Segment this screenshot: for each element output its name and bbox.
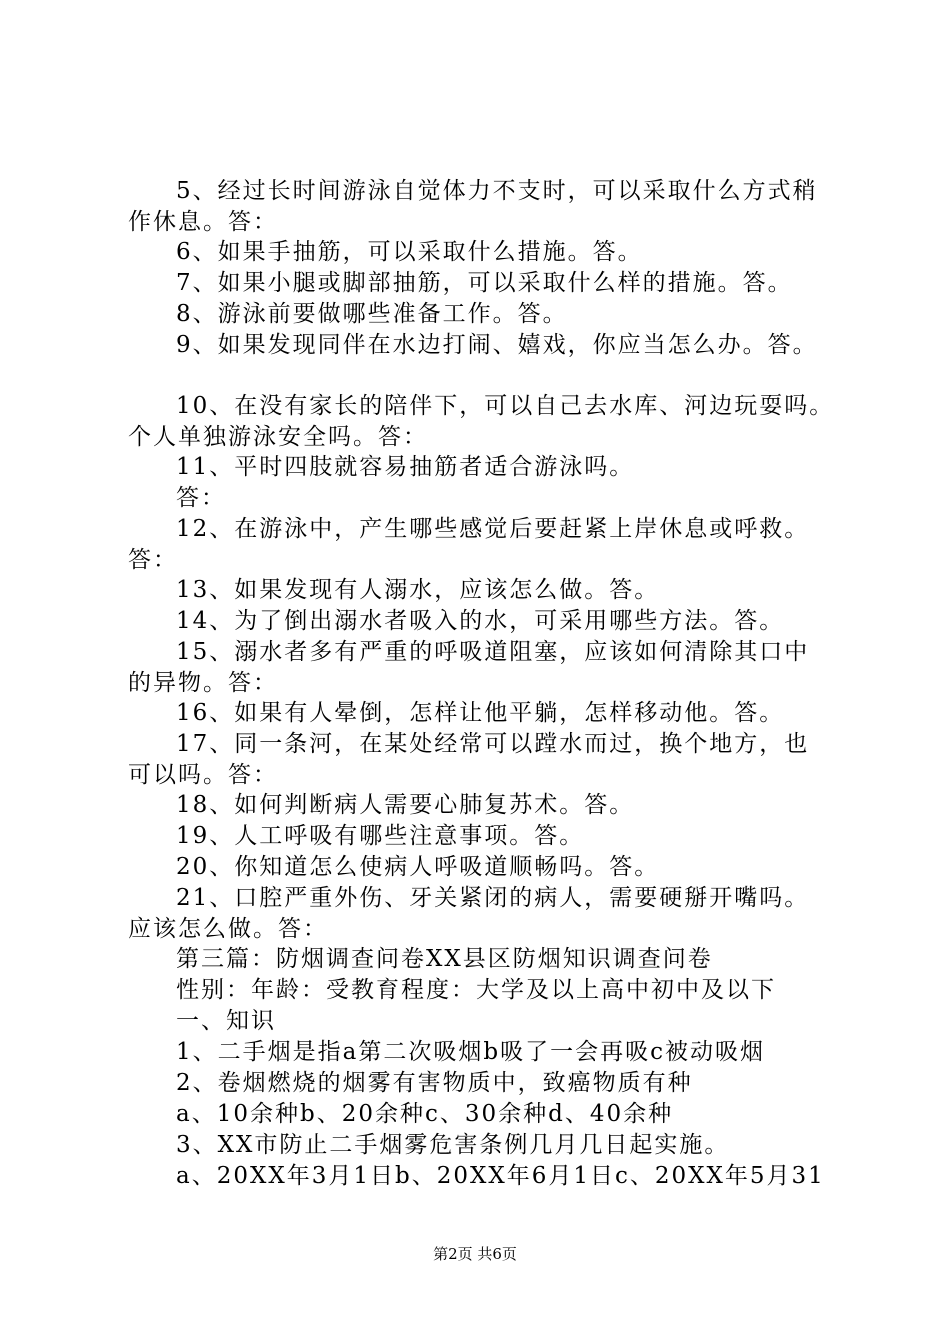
text-line: 17、同一条河，在某处经常可以蹚水而过，换个地方，也 (176, 731, 810, 757)
text-line: 答： (128, 547, 178, 573)
text-line: 14、为了倒出溺水者吸入的水，可采用哪些方法。答。 (176, 608, 785, 634)
paragraph (128, 452, 828, 483)
text-line: 20、你知道怎么使病人呼吸道顺畅吗。答。 (176, 854, 660, 880)
paragraph (128, 790, 828, 821)
text-line: 个人单独游泳安全吗。答： (128, 424, 428, 450)
paragraph (128, 1130, 828, 1161)
paragraph (128, 852, 828, 883)
paragraph (128, 1037, 828, 1068)
text-line: a、10余种b、20余种c、30余种d、40余种 (176, 1101, 674, 1127)
paragraph (128, 606, 828, 637)
text-line: 13、如果发现有人溺水，应该怎么做。答。 (176, 577, 660, 603)
paragraph (128, 391, 835, 453)
page-footer: 第2页 共6页 (433, 1245, 517, 1263)
text-line: 作休息。答： (128, 209, 278, 235)
text-line: 性别：年龄：受教育程度：大学及以上高中初中及以下 (176, 977, 776, 1003)
paragraph (128, 483, 828, 514)
text-line: 19、人工呼吸有哪些注意事项。答。 (176, 823, 585, 849)
paragraph (128, 729, 828, 791)
text-line: 2、卷烟燃烧的烟雾有害物质中，致癌物质有种 (176, 1070, 693, 1096)
paragraph (128, 1068, 828, 1099)
paragraph (128, 698, 828, 729)
text-line: 12、在游泳中，产生哪些感觉后要赶紧上岸休息或呼救。 (176, 516, 810, 542)
text-line: 可以吗。答： (128, 762, 278, 788)
paragraph (128, 237, 828, 268)
paragraph (128, 330, 828, 361)
text-line: 9、如果发现同伴在水边打闹、嬉戏，你应当怎么办。答。 (176, 332, 818, 358)
text-line: 15、溺水者多有严重的呼吸道阻塞，应该如何清除其口中 (176, 639, 810, 665)
paragraph (128, 299, 828, 330)
paragraph (128, 1006, 828, 1037)
text-line: 10、在没有家长的陪伴下，可以自己去水库、河边玩耍吗。 (176, 393, 835, 419)
text-line: 16、如果有人晕倒，怎样让他平躺，怎样移动他。答。 (176, 700, 785, 726)
text-line: 答： (176, 485, 226, 511)
paragraph (128, 975, 828, 1006)
text-line: 的异物。答： (128, 670, 278, 696)
text-line: 18、如何判断病人需要心肺复苏术。答。 (176, 792, 635, 818)
text-line: 8、游泳前要做哪些准备工作。答。 (176, 301, 568, 327)
text-line: 应该怎么做。答： (128, 916, 328, 942)
paragraph (128, 1099, 828, 1130)
text-line: 一、知识 (176, 1008, 276, 1034)
text-line: 第三篇：防烟调查问卷XX县区防烟知识调查问卷 (176, 946, 713, 972)
paragraph (128, 514, 828, 576)
paragraph (128, 637, 828, 699)
paragraph (128, 944, 828, 975)
paragraph (128, 268, 828, 299)
text-line: 7、如果小腿或脚部抽筋，可以采取什么样的措施。答。 (176, 270, 793, 296)
paragraph (128, 821, 828, 852)
text-line: 21、口腔严重外伤、牙关紧闭的病人，需要硬掰开嘴吗。 (176, 885, 810, 911)
paragraph (128, 176, 828, 238)
paragraph (128, 1161, 828, 1192)
text-line: 11、平时四肢就容易抽筋者适合游泳吗。 (176, 454, 635, 480)
text-line: a、20XX年3月1日b、20XX年6月1日c、20XX年5月31 (176, 1163, 825, 1189)
paragraph (128, 575, 828, 606)
text-line: 5、经过长时间游泳自觉体力不支时，可以采取什么方式稍 (176, 178, 818, 204)
text-line: 6、如果手抽筋，可以采取什么措施。答。 (176, 239, 643, 265)
text-line: 1、二手烟是指a第二次吸烟b吸了一会再吸c被动吸烟 (176, 1039, 765, 1065)
text-line: 3、XX市防止二手烟雾危害条例几月几日起实施。 (176, 1132, 730, 1158)
paragraph (128, 883, 828, 945)
